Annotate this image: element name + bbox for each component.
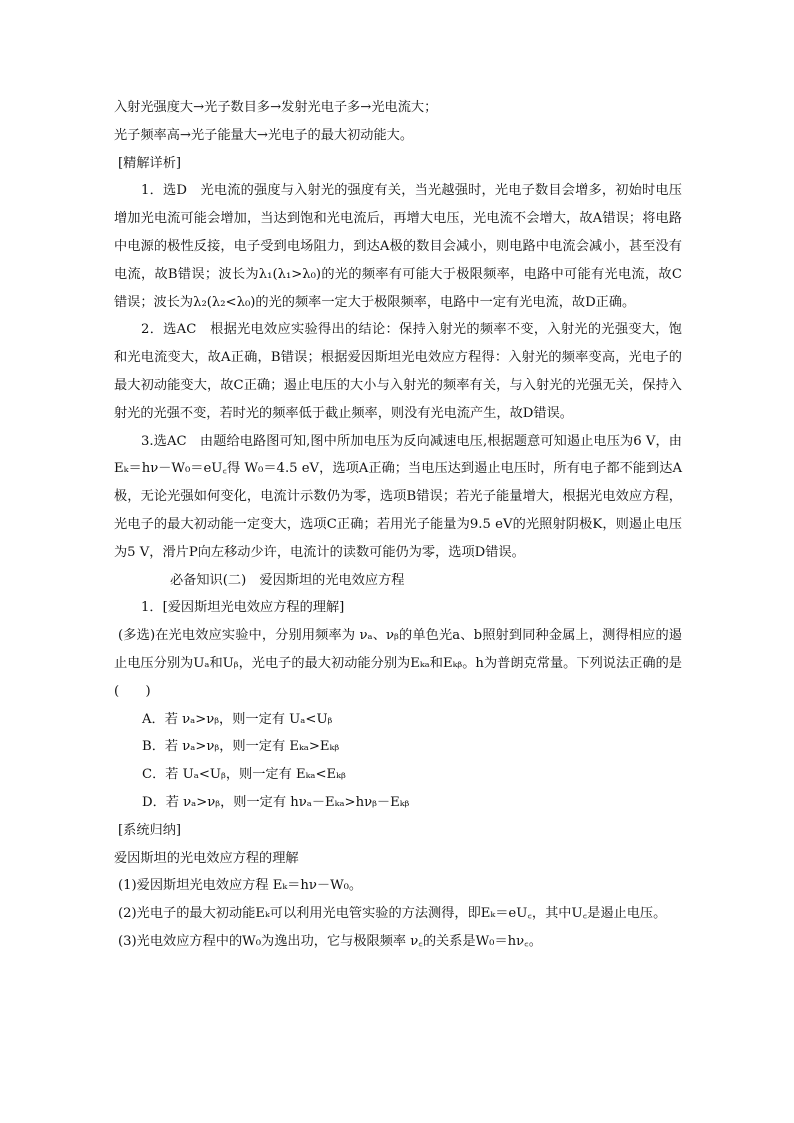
option-b: B．若 νₐ>νᵦ，则一定有 Eₖₐ>Eₖᵦ <box>142 739 340 755</box>
answer-3: 3.选AC 由题给电路图可知,图中所加电压为反向减速电压,根据题意可知遏止电压为6 V，由 Eₖ＝hν－W₀＝eU꜀得 W₀＝4.5 eV，选项A正确；当电压达到遏止电压时，所有电子都不能到达A极，无论光强如何变化，电流计示数仍为零，选项B错误；若光子能量增大，根据光电效应方程，光电子的最大初动能一定变大，选项C正确；若用光子能量为9.5 eV的光照射阴极K，则遏止电压为5 V，滑片P向左移动少许，电流计的读数可能仍为零，选项D错误。 <box>114 433 682 560</box>
summary-item-2: (2)光电子的最大初动能Eₖ可以利用光电管实验的方法测得，即Eₖ＝eU꜀，其中U꜀是遏止电压。 <box>118 906 667 922</box>
question-body: (多选)在光电效应实验中，分别用频率为 νₐ、νᵦ的单色光a、b照射到同种金属上，测得相应的遏止电压分别为Uₐ和Uᵦ，光电子的最大初动能分别为Eₖₐ和Eₖᵦ。h为普朗克常量。下列说法正确的是( ) <box>114 628 682 699</box>
option-c: C．若 Uₐ<Uᵦ，则一定有 Eₖₐ<Eₖᵦ <box>142 767 346 783</box>
summary-line-1: 入射光强度大→光子数目多→发射光电子多→光电流大； <box>114 100 438 115</box>
summary-item-3: (3)光电效应方程中的W₀为逸出功，它与极限频率 ν꜀的关系是W₀＝hν꜀。 <box>118 933 542 949</box>
question-title: 1．[爱因斯坦光电效应方程的理解] <box>141 600 345 616</box>
answer-2: 2．选AC 根据光电效应实验得出的结论：保持入射光的频率不变，入射光的光强变大，饱和光电流变大，故A正确，B错误；根据爱因斯坦光电效应方程得：入射光的频率变高，光电子的最大初动能变大，故C正确；遏止电压的大小与入射光的频率有关，与入射光的光强无关，保持入射光的光强不变，若时光的频率低于截止频率，则没有光电流产生，故D错误。 <box>114 322 682 421</box>
summary-title: 爱因斯坦的光电效应方程的理解 <box>114 850 299 866</box>
option-d: D．若 νₐ>νᵦ，则一定有 hνₐ－Eₖₐ>hνᵦ－Eₖᵦ <box>142 794 410 810</box>
answer-1: 1．选D 光电流的强度与入射光的强度有关，当光越强时，光电子数目会增多，初始时电压增加光电流可能会增加，当达到饱和光电流后，再增大电压，光电流不会增大，故A错误；将电路中电源的极性反接，电子受到电场阻力，到达A极的数目会减小，则电路中电流会减小，甚至没有电流，故B错误；波长为λ₁(λ₁>λ₀)的光的频率有可能大于极限频率，电路中可能有光电流，故C错误；波长为λ₂(λ₂<λ₀)的光的频率一定大于极限频率，电路中一定有光电流，故D正确。 <box>114 183 682 310</box>
section-heading: 必备知识(二) 爱因斯坦的光电效应方程 <box>170 572 405 588</box>
analysis-heading: [精解详析] <box>118 155 182 171</box>
option-a: A．若 νₐ>νᵦ，则一定有 Uₐ<Uᵦ <box>142 711 333 727</box>
summary-line-2: 光子频率高→光子能量大→光电子的最大初动能大。 <box>114 127 414 143</box>
page-content <box>114 94 682 956</box>
summary-heading: [系统归纳] <box>118 822 182 838</box>
summary-item-1: (1)爱因斯坦光电效应方程 Eₖ＝hν－W₀。 <box>118 878 363 894</box>
